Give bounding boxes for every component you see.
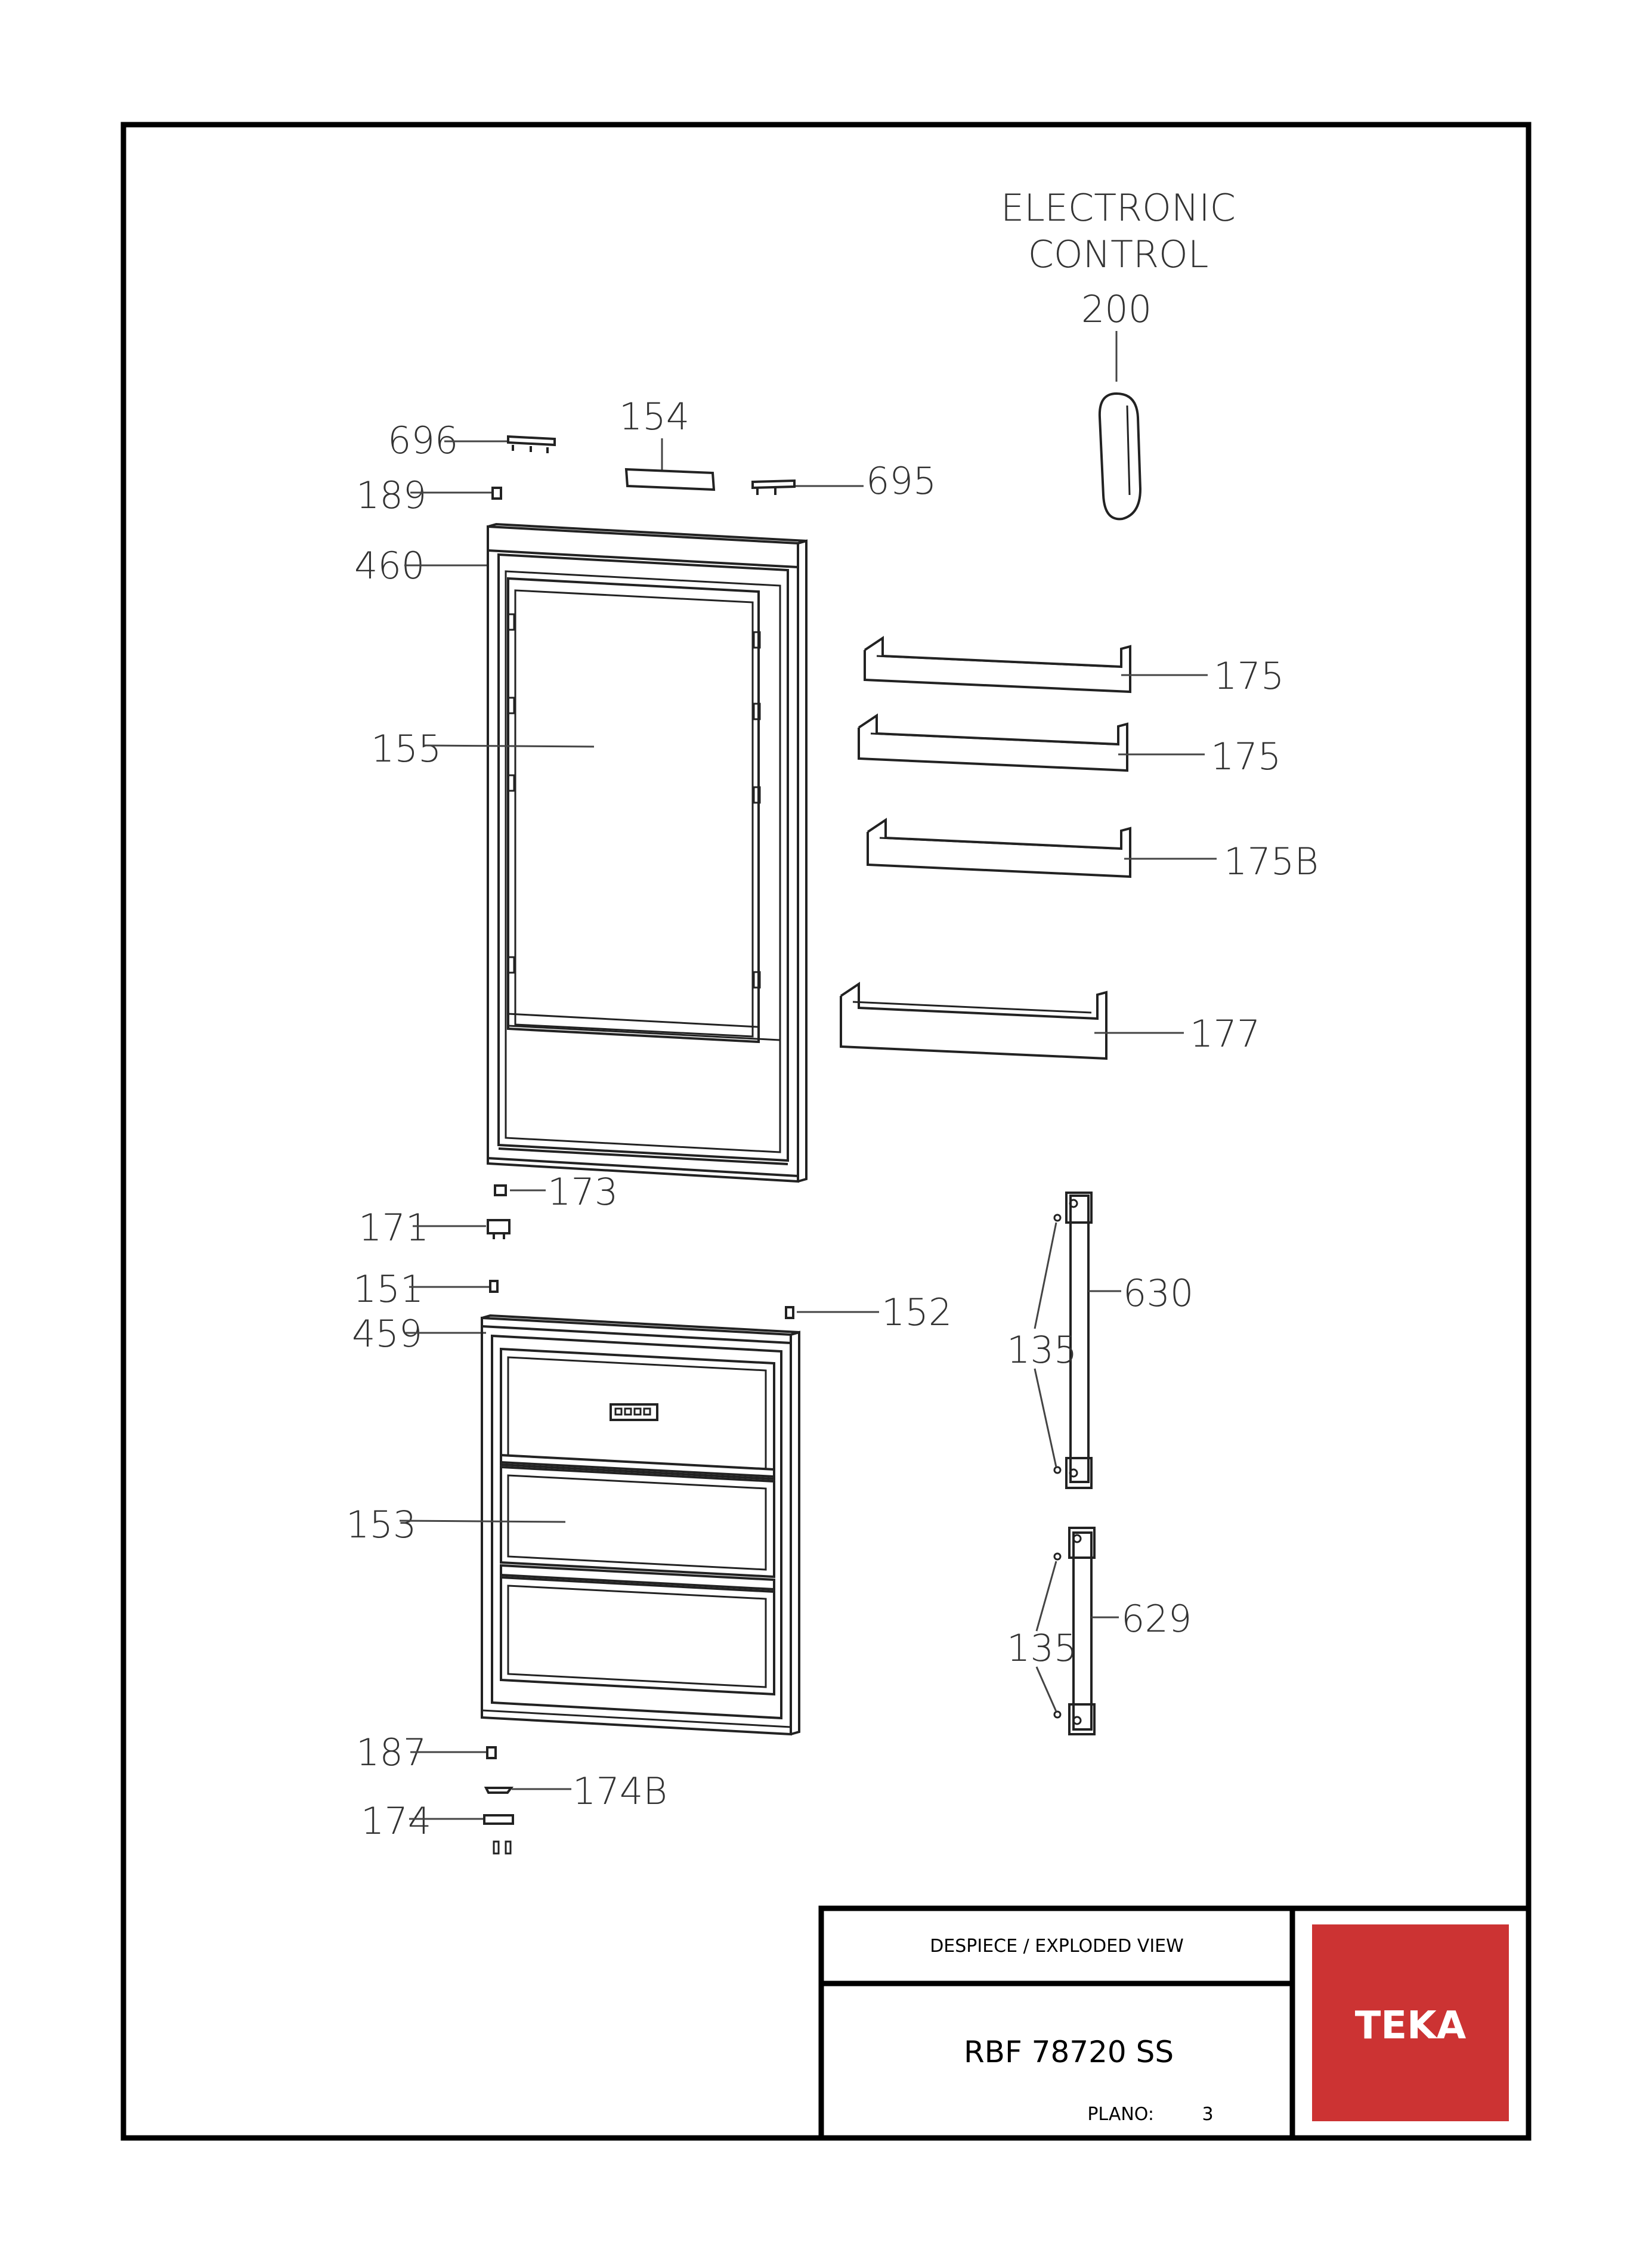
callout-173: 173 [547,1170,618,1214]
part-696-hinge-cover [508,437,555,453]
callout-695: 695 [866,459,937,503]
electronic-control-caption-1: ELECTRONIC [1001,186,1236,230]
electronic-control-part [1100,394,1140,519]
part-152 [786,1307,793,1318]
callout-175B: 175B [1224,840,1319,883]
title-block-heading: DESPIECE / EXPLODED VIEW [930,1936,1184,1957]
callout-200: 200 [1081,287,1152,331]
teka-logo [1312,1924,1509,2121]
callout-174: 174 [361,1799,432,1843]
freezer-display-panel [611,1404,657,1420]
part-189 [493,488,501,499]
callout-175-upper: 175 [1214,654,1285,698]
part-154-handle-cap [626,469,714,490]
part-151 [490,1281,497,1292]
callout-459: 459 [352,1312,423,1356]
callout-460: 460 [354,544,425,587]
door-bin-175-lower [859,716,1127,770]
callout-135-lower: 135 [1007,1626,1078,1670]
drawing-frame [123,125,1529,2138]
part-174B [486,1788,511,1793]
door-bin-175-upper [865,638,1130,692]
callout-135-upper: 135 [1007,1328,1078,1372]
callout-175-lower: 175 [1211,735,1282,778]
part-695-hinge-cover [753,481,794,495]
door-bin-175B [868,820,1130,877]
callout-151: 151 [353,1267,424,1311]
electronic-control-caption-2: CONTROL [1028,233,1209,276]
part-174 [484,1815,513,1853]
lower-door-459 [482,1316,799,1734]
door-bin-177 [841,984,1106,1059]
callout-696: 696 [388,419,459,462]
callout-155: 155 [371,727,442,770]
part-171 [488,1220,509,1239]
callout-153: 153 [346,1503,417,1546]
callout-187: 187 [356,1731,427,1774]
title-block-model: RBF 78720 SS [963,2035,1174,2069]
callout-152: 152 [881,1291,952,1334]
callout-154: 154 [618,395,690,438]
part-187 [487,1747,496,1758]
callout-629: 629 [1121,1597,1192,1641]
callout-177: 177 [1190,1012,1261,1056]
part-173 [495,1186,506,1195]
callout-630: 630 [1123,1271,1194,1315]
title-block-plano-label: PLANO: [1087,2104,1154,2125]
callout-189: 189 [356,474,427,517]
title-block-plano-value: 3 [1202,2104,1214,2125]
door-liner-155 [508,578,779,1042]
callout-171: 171 [358,1206,429,1249]
callout-174B: 174B [573,1769,667,1813]
teka-logo-text: TEKA [1354,2004,1467,2048]
